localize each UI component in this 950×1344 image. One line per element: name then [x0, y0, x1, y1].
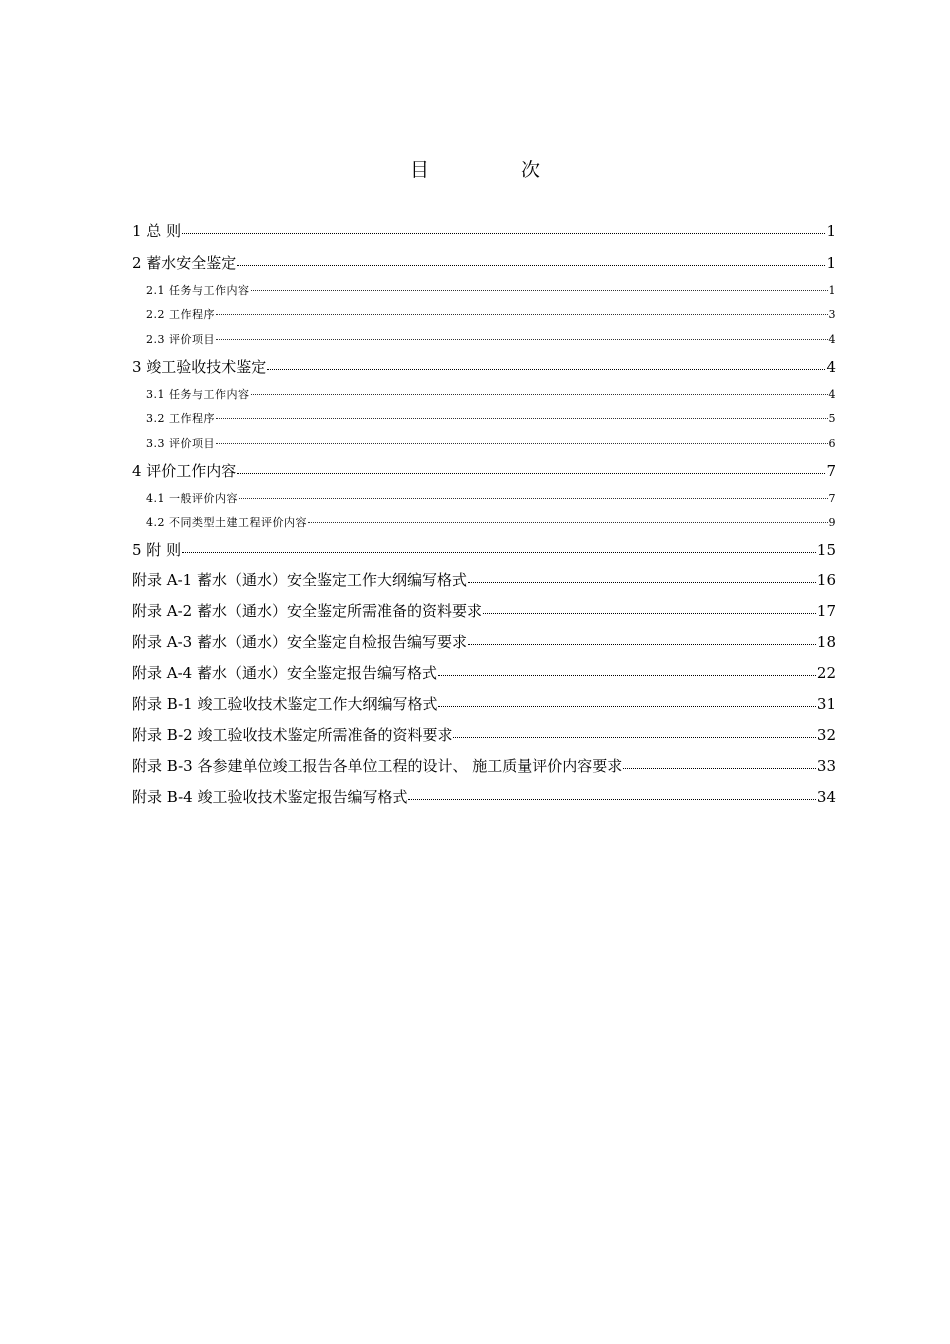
toc-leader	[216, 433, 828, 444]
toc-entry-page: 4	[828, 333, 836, 346]
toc-entry-label: 附录 B-1 竣工验收技术鉴定工作大纲编写格式	[132, 695, 438, 713]
toc-entry[interactable]	[132, 490, 836, 506]
toc-entry-page: 7	[828, 492, 836, 505]
toc-entry-label: 3.2 工作程序	[146, 412, 215, 425]
toc-entry-page: 31	[816, 695, 836, 713]
title-char-left: 目	[409, 159, 429, 181]
toc-entry-page: 1	[826, 254, 836, 272]
toc-entry-label: 附录 A-3 蓄水（通水）安全鉴定自检报告编写要求	[132, 633, 467, 651]
toc-entry[interactable]	[132, 282, 836, 298]
toc-entry[interactable]	[132, 306, 836, 322]
toc-entry-page: 6	[828, 437, 836, 450]
toc-leader	[408, 786, 815, 801]
toc-leader	[237, 252, 825, 267]
toc-leader	[251, 384, 828, 395]
toc-entry[interactable]	[132, 220, 836, 241]
toc-leader	[216, 329, 828, 340]
toc-leader	[237, 460, 825, 475]
toc-entry[interactable]	[132, 514, 836, 530]
toc-entry-label: 4.1 一般评价内容	[146, 492, 238, 505]
toc-entry-label: 附录 A-1 蓄水（通水）安全鉴定工作大纲编写格式	[132, 571, 467, 589]
toc-entry-page: 15	[816, 541, 836, 559]
toc-entry[interactable]	[132, 693, 836, 714]
toc-entry-page: 5	[828, 412, 836, 425]
toc-leader	[483, 600, 816, 615]
toc-entry-label: 2 蓄水安全鉴定	[132, 254, 237, 272]
toc-entry-page: 22	[816, 664, 836, 682]
toc-entry-page: 18	[816, 633, 836, 651]
toc-leader	[453, 724, 815, 739]
toc-leader	[468, 631, 816, 646]
toc-entry[interactable]	[132, 435, 836, 451]
toc-entry-label: 附录 B-2 竣工验收技术鉴定所需准备的资料要求	[132, 726, 453, 744]
toc-entry-label: 附录 B-3 各参建单位竣工报告各单位工程的设计、 施工质量评价内容要求	[132, 757, 623, 775]
toc-entry[interactable]	[132, 569, 836, 590]
toc-entry-label: 附录 A-2 蓄水（通水）安全鉴定所需准备的资料要求	[132, 602, 482, 620]
toc-entry-page: 34	[816, 788, 836, 806]
toc-leader	[438, 693, 815, 708]
toc-entry-label: 2.1 任务与工作内容	[146, 284, 250, 297]
toc-entry-page: 32	[816, 726, 836, 744]
toc-leader	[267, 356, 825, 371]
toc-entry[interactable]	[132, 600, 836, 621]
toc-entry[interactable]	[132, 786, 836, 807]
toc-leader	[216, 304, 828, 315]
toc-entry[interactable]	[132, 252, 836, 273]
toc-entry[interactable]	[132, 631, 836, 652]
toc-leader	[216, 408, 828, 419]
toc-entry-page: 7	[826, 462, 836, 480]
toc-entry-label: 4.2 不同类型土建工程评价内容	[146, 516, 307, 529]
toc-entry[interactable]	[132, 356, 836, 377]
toc-leader	[308, 512, 828, 523]
toc-entry[interactable]	[132, 331, 836, 347]
toc-entry[interactable]	[132, 662, 836, 683]
toc-entry-label: 附录 B-4 竣工验收技术鉴定报告编写格式	[132, 788, 408, 806]
toc-leader	[251, 280, 828, 291]
toc-leader	[182, 220, 825, 235]
toc-entry-page: 33	[816, 757, 836, 775]
toc-entry-label: 2.3 评价项目	[146, 333, 215, 346]
toc-entry-page: 17	[816, 602, 836, 620]
toc-entry-page: 9	[828, 516, 836, 529]
toc-entry-label: 3 竣工验收技术鉴定	[132, 358, 267, 376]
toc-leader	[239, 488, 828, 499]
toc-leader	[438, 662, 816, 677]
toc-entry-page: 4	[826, 358, 836, 376]
toc-entry-label: 4 评价工作内容	[132, 462, 237, 480]
toc-entry[interactable]	[132, 460, 836, 481]
toc-entry-label: 1 总 则	[132, 222, 182, 240]
toc-entry-page: 3	[828, 308, 836, 321]
toc-entry[interactable]	[132, 410, 836, 426]
toc-entry-page: 1	[826, 222, 836, 240]
toc-entry[interactable]	[132, 724, 836, 745]
toc-entry[interactable]	[132, 755, 836, 776]
toc-entry-page: 16	[816, 571, 836, 589]
toc-entry-label: 附录 A-4 蓄水（通水）安全鉴定报告编写格式	[132, 664, 437, 682]
toc-entry-label: 2.2 工作程序	[146, 308, 215, 321]
toc-entry[interactable]	[132, 539, 836, 560]
toc-entry-label: 3.3 评价项目	[146, 437, 215, 450]
toc-entry[interactable]	[132, 386, 836, 402]
toc-entry-label: 5 附 则	[132, 541, 182, 559]
title-char-right: 次	[521, 159, 541, 181]
toc-leader	[623, 755, 816, 770]
toc-entry-page: 4	[828, 388, 836, 401]
toc-entry-label: 3.1 任务与工作内容	[146, 388, 250, 401]
toc-leader	[182, 539, 816, 554]
toc-leader	[468, 569, 816, 584]
page-title	[0, 155, 950, 182]
toc-entry-page: 1	[828, 284, 836, 297]
